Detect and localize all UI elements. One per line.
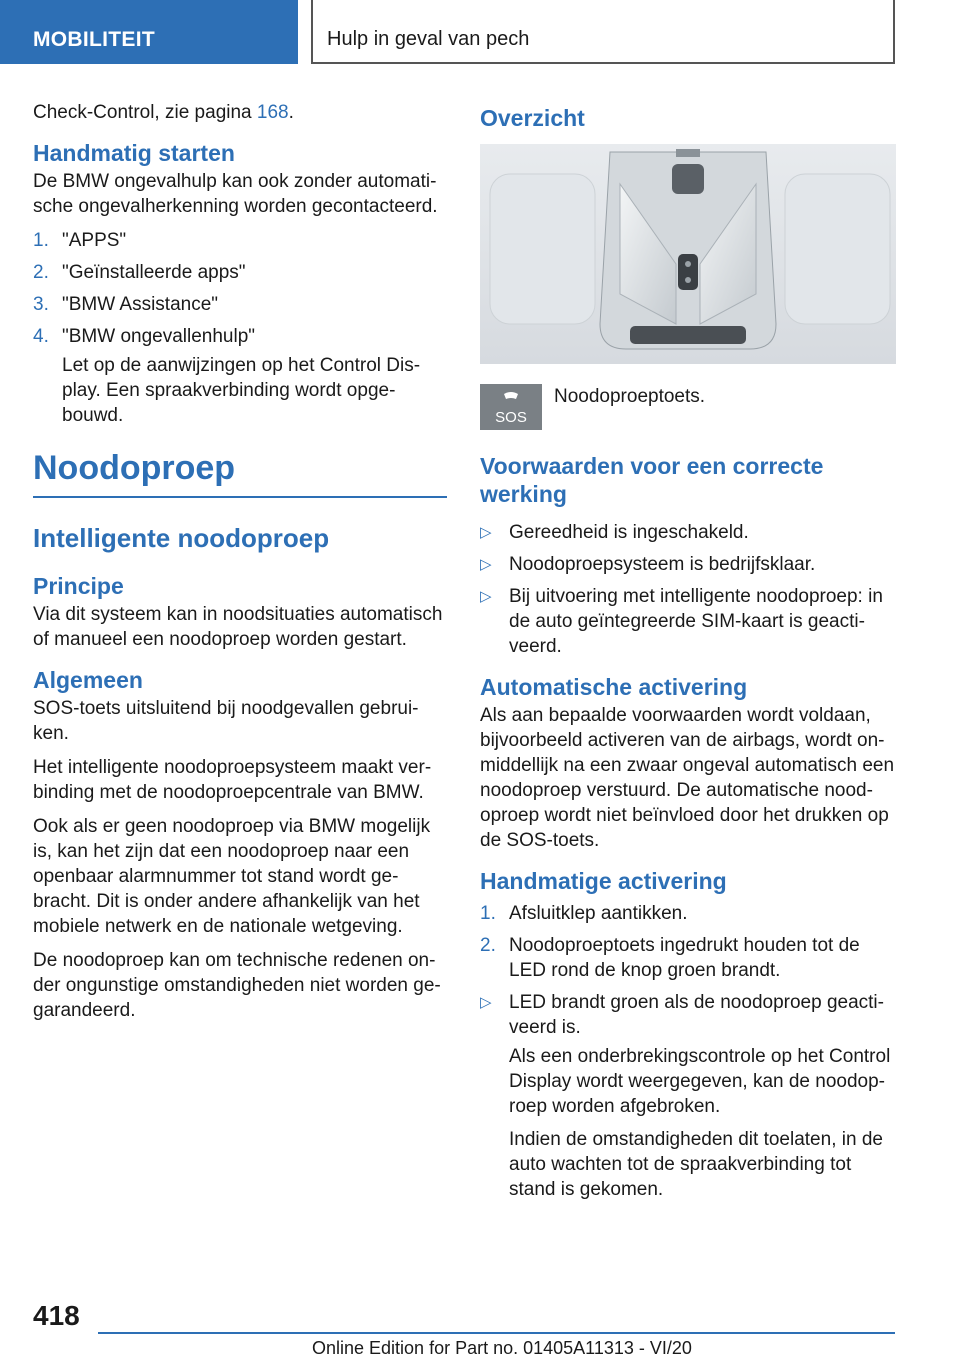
heading-overzicht: Overzicht <box>480 105 585 131</box>
svg-text:SOS: SOS <box>495 409 527 426</box>
steps-list <box>33 228 447 428</box>
conditions-list <box>480 520 896 659</box>
paragraph-handmatig: De BMW ongevalhulp kan ook zonder automati-sche ongevalherkenning worden gecontacteerd. <box>33 171 438 217</box>
triangle-bullet-icon: ▷ <box>480 556 492 573</box>
heading-noodoproep: Noodoproep <box>33 448 447 498</box>
heading-algemeen: Algemeen <box>33 667 143 693</box>
paragraph-algemeen-2: Het intelligente noodoproepsysteem maakt ver-binding met de noodoproepcentrale van BMW. <box>33 757 432 803</box>
footer-divider <box>98 1332 895 1334</box>
chapter-title: Hulp in geval van pech <box>311 0 895 64</box>
intro-paragraph: Check-Control, zie pagina 168. <box>33 102 294 123</box>
list-item: 2. "Geïnstalleerde apps" <box>33 262 246 283</box>
edition-text: Online Edition for Part no. 01405A11313 - VI/20 <box>312 1338 692 1358</box>
paragraph-algemeen-1: SOS-toets uitsluitend bij noodgevallen gebrui-ken. <box>33 698 419 744</box>
page-number: 418 <box>33 1300 80 1331</box>
right-column <box>480 100 896 1209</box>
paragraph-principe: Via dit systeem kan in noodsituaties automatisch of manueel een noodoproep worden gestart. <box>33 604 443 650</box>
sos-legend <box>480 384 896 438</box>
page-link[interactable]: 168 <box>256 102 289 123</box>
list-item: 3. "BMW Assistance" <box>33 294 219 315</box>
list-item: 1. "APPS" <box>33 230 127 251</box>
paragraph-automatisch: Als aan bepaalde voorwaarden wordt voldaan, bijvoorbeeld activeren van de airbags, wordt on-middellijk na een zwaar ongeval automatisch een noodoproep verstuurd. De automatische nood-oproep wordt niet beïnvloed door het drukken op de SOS-toets. <box>480 705 895 851</box>
triangle-bullet-icon: ▷ <box>480 588 492 605</box>
heading-handmatige-activering: Handmatige activering <box>480 868 727 894</box>
sos-phone-icon <box>480 384 542 430</box>
left-column <box>33 100 447 1032</box>
list-item: ▷ Gereedheid is ingeschakeld. <box>480 522 749 543</box>
paragraph-algemeen-3: Ook als er geen noodoproep via BMW mogelijk is, kan het zijn dat een noodoproep naar een openbaar alarmnummer tot stand wordt ge-bracht. Dit is onder andere afhankelijk van het mobiele netwerk en de nationale wetgeving. <box>33 816 431 937</box>
list-item: ▷ Noodoproepsysteem is bedrijfsklaar. <box>480 554 816 575</box>
list-item: 4. "BMW ongevallenhulp" Let op de aanwijzingen op het Control Dis-play. Een spraakverbinding wordt opge-bouwd. <box>33 326 421 426</box>
list-item: ▷ LED brandt groen als de noodoproep geacti-veerd is. Als een onderbrekingscontrole op het Control Display wordt weergegeven, kan de noodop-roep worden afgebroken. Indien de omstandigheden dit toelaten, in de auto wachten tot de spraakverbinding tot stand is gekomen. <box>480 992 891 1200</box>
heading-intelligente-noodoproep: Intelligente noodoproep <box>33 523 330 553</box>
roof-console-photo <box>480 144 896 364</box>
heading-automatische-activering: Automatische activering <box>480 674 748 700</box>
heading-handmatig-starten: Handmatig starten <box>33 140 235 166</box>
section-tab: MOBILITEIT <box>0 0 298 64</box>
heading-principe: Principe <box>33 573 124 599</box>
sos-caption: Noodoproeptoets. <box>554 386 706 407</box>
heading-voorwaarden: Voorwaarden voor een correcte werking <box>480 453 824 507</box>
list-item: 2. Noodoproeptoets ingedrukt houden tot de LED rond de knop groen brandt. <box>480 935 860 981</box>
triangle-bullet-icon: ▷ <box>480 994 492 1011</box>
list-item: ▷ Bij uitvoering met intelligente noodoproep: in de auto geïntegreerde SIM-kaart is geacti-veerd. <box>480 586 883 657</box>
paragraph-algemeen-4: De noodoproep kan om technische redenen on-der ongunstige omstandigheden niet worden ge-garandeerd. <box>33 950 441 1021</box>
list-item: 1. Afsluitklep aantikken. <box>480 903 688 924</box>
manual-steps-list <box>480 901 896 1202</box>
triangle-bullet-icon: ▷ <box>480 524 492 541</box>
